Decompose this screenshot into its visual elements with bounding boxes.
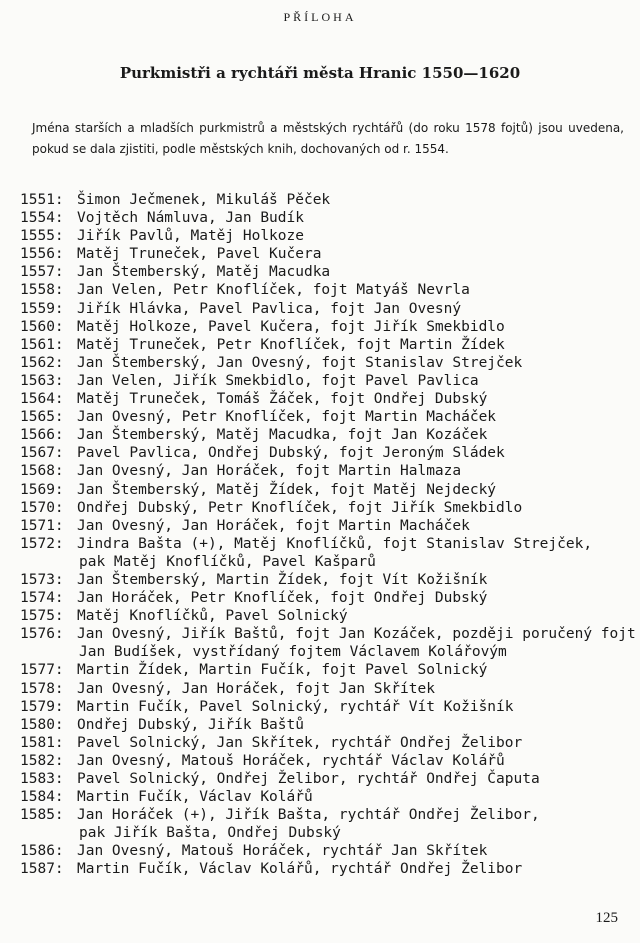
entry-year: 1573:: [20, 571, 64, 588]
entry-names: Jan Ovesný, Petr Knoflíček, fojt Martin Macháček: [77, 409, 497, 426]
entry-year: 1574:: [20, 590, 64, 607]
list-item: [20, 444, 630, 462]
entry-year: 1587:: [20, 861, 64, 878]
entry-names: Matěj Truneček, Pavel Kučera: [77, 246, 322, 263]
entry-year: 1556:: [20, 246, 64, 263]
entry-names: Jan Štemberský, Matěj Macudka, fojt Jan Kozáček: [77, 427, 488, 444]
list-item: [20, 698, 630, 716]
entry-names: Martin Žídek, Martin Fučík, fojt Pavel Solnický: [77, 662, 488, 679]
entry-names: Martin Fučík, Václav Kolářů, rychtář Ondřej Želibor: [77, 861, 523, 878]
list-item: [20, 770, 630, 788]
list-item: [20, 734, 630, 752]
entry-year: 1557:: [20, 264, 64, 281]
entry-names: Šimon Ječmenek, Mikuláš Pěček: [77, 192, 331, 208]
entry-year: 1563:: [20, 372, 64, 389]
entry-names: Jan Štemberský, Jan Ovesný, fojt Stanislav Strejček: [77, 354, 523, 371]
list-item: [20, 806, 630, 842]
entry-names: Matěj Holkoze, Pavel Kučera, fojt Jiřík Smekbidlo: [77, 318, 505, 335]
entry-names: Jan Ovesný, Jan Horáček, fojt Jan Skřítek: [77, 680, 435, 697]
list-item: [20, 842, 630, 860]
list-item: [20, 372, 630, 390]
entry-names: Matěj Truneček, Tomáš Žáček, fojt Ondřej Dubský: [77, 391, 488, 408]
list-item: [20, 481, 630, 499]
list-item: [20, 191, 630, 209]
page-number: 125: [595, 910, 618, 926]
entry-year: 1580:: [20, 716, 64, 733]
entry-names: Matěj Truneček, Petr Knoflíček, fojt Martin Žídek: [77, 336, 505, 353]
entry-names: Jan Horáček, Petr Knoflíček, fojt Ondřej Dubský: [77, 590, 488, 607]
entry-year: 1565:: [20, 409, 64, 426]
entry-year: 1569:: [20, 481, 64, 498]
entry-names: Jan Ovesný, Matouš Horáček, rychtář Václav Kolářů: [77, 752, 505, 769]
list-item: [20, 860, 630, 878]
page-title: Purkmistři a rychtáři města Hranic 1550—1620: [119, 64, 521, 82]
list-item: [20, 354, 630, 372]
list-item: [20, 281, 630, 299]
entry-year: 1579:: [20, 698, 64, 715]
list-item: [20, 408, 630, 426]
entry-names: Jan Ovesný, Jan Horáček, fojt Martin Macháček: [77, 517, 470, 534]
list-item: [20, 499, 630, 517]
page-header: PŘÍLOHA: [283, 10, 357, 24]
entry-year: 1572:: [20, 535, 64, 552]
entry-year: 1567:: [20, 445, 64, 462]
list-item: [20, 607, 630, 625]
entry-year: 1568:: [20, 463, 64, 480]
entry-year: 1585:: [20, 807, 64, 824]
entry-continuation: pak Matěj Knoflíčků, Pavel Kašparů: [79, 553, 376, 570]
list-item: [20, 535, 630, 571]
intro-paragraph: Jména starších a mladších purkmistrů a městských rychtářů (do roku 1578 fojtů) jsou uvedena, pokud se dala zjistiti, podle městských knih, dochovaných od r. 1554.: [32, 121, 624, 156]
entry-year: 1583:: [20, 771, 64, 787]
list-item: [20, 263, 630, 281]
entry-year: 1578:: [20, 680, 64, 697]
list-item: [20, 571, 630, 589]
list-item: [20, 318, 630, 336]
list-item: [20, 625, 636, 661]
entry-names: Pavel Solnický, Ondřej Želibor, rychtář Ondřej Čaputa: [77, 771, 540, 787]
list-item: [20, 300, 630, 318]
entry-continuation: pak Jiřík Bašta, Ondřej Dubský: [79, 825, 341, 842]
entry-names: Pavel Solnický, Jan Skřítek, rychtář Ondřej Želibor: [77, 734, 523, 751]
entry-names: Jan Štemberský, Martin Žídek, fojt Vít Kožišník: [77, 571, 488, 588]
list-item: [20, 589, 630, 607]
entry-names: Jiřík Hlávka, Pavel Pavlica, fojt Jan Ovesný: [77, 300, 462, 317]
entry-year: 1559:: [20, 300, 64, 317]
entry-names: Jan Štemberský, Matěj Macudka: [77, 264, 331, 281]
entry-names: Martin Fučík, Pavel Solnický, rychtář Vít Kožišník: [77, 698, 514, 715]
entry-year: 1560:: [20, 318, 64, 335]
entry-names: Pavel Pavlica, Ondřej Dubský, fojt Jeroným Sládek: [77, 445, 505, 462]
entry-year: 1555:: [20, 228, 64, 245]
entry-names: Jan Velen, Petr Knoflíček, fojt Matyáš Nevrla: [77, 282, 470, 299]
list-item: [20, 788, 630, 806]
entry-continuation: Jan Budíšek, vystřídaný fojtem Václavem Kolářovým: [79, 644, 507, 661]
entry-year: 1576:: [20, 626, 64, 643]
entry-year: 1586:: [20, 843, 64, 860]
list-item: [20, 336, 630, 354]
list-item: [20, 227, 630, 245]
list-item: [20, 716, 630, 734]
list-item: [20, 390, 630, 408]
entry-year: 1575:: [20, 608, 64, 625]
entry-names: Martin Fučík, Václav Kolářů: [77, 789, 313, 806]
entry-names: Vojtěch Námluva, Jan Budík: [77, 210, 304, 227]
entry-year: 1570:: [20, 499, 64, 516]
entry-names: Jan Štemberský, Matěj Žídek, fojt Matěj Nejdecký: [77, 481, 497, 498]
entry-year: 1566:: [20, 427, 64, 444]
entry-year: 1551:: [20, 192, 64, 208]
entry-names: Jan Velen, Jiřík Smekbidlo, fojt Pavel Pavlica: [77, 372, 479, 389]
entry-year: 1582:: [20, 752, 64, 769]
entry-year: 1561:: [20, 336, 64, 353]
entry-names: Ondřej Dubský, Jiřík Baštů: [77, 716, 304, 733]
list-item: [20, 426, 630, 444]
entry-names: Ondřej Dubský, Petr Knoflíček, fojt Jiřík Smekbidlo: [77, 499, 523, 516]
list-item: [20, 517, 630, 535]
entry-names: Jiřík Pavlů, Matěj Holkoze: [77, 228, 304, 245]
entry-year: 1564:: [20, 391, 64, 408]
entry-names: Jan Ovesný, Jiřík Baštů, fojt Jan Kozáček, později poručený fojt: [77, 626, 636, 643]
entry-names: Jindra Bašta (+), Matěj Knoflíčků, fojt Stanislav Strejček,: [77, 535, 593, 552]
entry-names: Jan Ovesný, Matouš Horáček, rychtář Jan Skřítek: [77, 843, 488, 860]
list-item: [20, 462, 630, 480]
entry-year: 1562:: [20, 354, 64, 371]
entry-names: Jan Ovesný, Jan Horáček, fojt Martin Halmaza: [77, 463, 462, 480]
entry-names: Matěj Knoflíčků, Pavel Solnický: [77, 608, 348, 625]
list-item: [20, 209, 630, 227]
entry-year: 1581:: [20, 734, 64, 751]
entry-year: 1571:: [20, 517, 64, 534]
entry-year: 1577:: [20, 662, 64, 679]
list-item: [20, 680, 630, 698]
list-item: [20, 245, 630, 263]
entry-year: 1558:: [20, 282, 64, 299]
list-item: [20, 752, 630, 770]
entries-list: [20, 191, 636, 879]
list-item: [20, 661, 630, 679]
entry-names: Jan Horáček (+), Jiřík Bašta, rychtář Ondřej Želibor,: [77, 807, 540, 824]
entry-year: 1584:: [20, 789, 64, 806]
entry-year: 1554:: [20, 210, 64, 227]
